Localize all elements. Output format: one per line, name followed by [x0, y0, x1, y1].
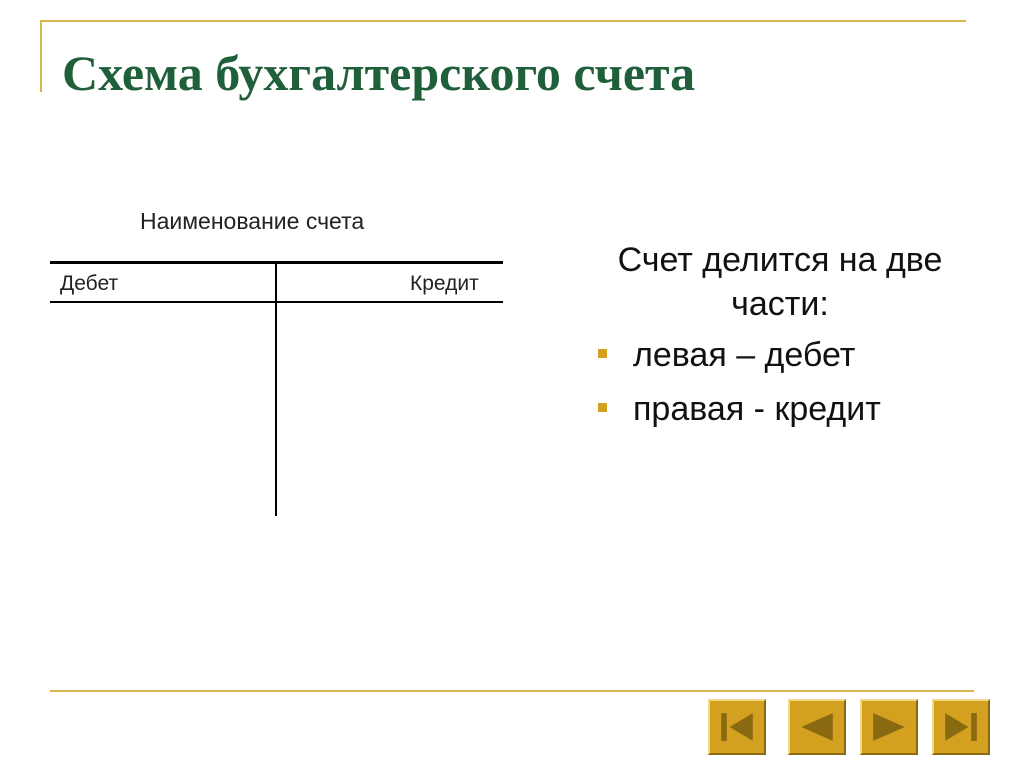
bullet-text: левая – дебет: [633, 336, 856, 374]
next-slide-icon: [862, 701, 916, 753]
description-intro: Счет делится на две части:: [617, 241, 943, 323]
t-account-divider-line: [275, 261, 277, 516]
top-accent-line: [40, 20, 966, 22]
previous-slide-button[interactable]: [788, 699, 846, 755]
left-accent-line: [40, 20, 42, 92]
last-slide-icon: [934, 701, 988, 753]
bullet-item-debit: [598, 336, 855, 375]
first-slide-button[interactable]: [708, 699, 766, 755]
debit-label: Дебет: [60, 272, 119, 295]
bullet-square-icon: [598, 403, 607, 412]
bullet-item-credit: [598, 390, 881, 429]
slide-title: Схема бухгалтерского счета: [62, 45, 696, 101]
next-slide-button[interactable]: [860, 699, 918, 755]
bullet-text: правая - кредит: [633, 390, 881, 428]
last-slide-button[interactable]: [932, 699, 990, 755]
account-name-label: Наименование счета: [140, 208, 365, 234]
bottom-accent-line: [50, 690, 974, 692]
first-slide-icon: [710, 701, 764, 753]
previous-slide-icon: [790, 701, 844, 753]
bullet-square-icon: [598, 349, 607, 358]
credit-label: Кредит: [410, 272, 479, 295]
